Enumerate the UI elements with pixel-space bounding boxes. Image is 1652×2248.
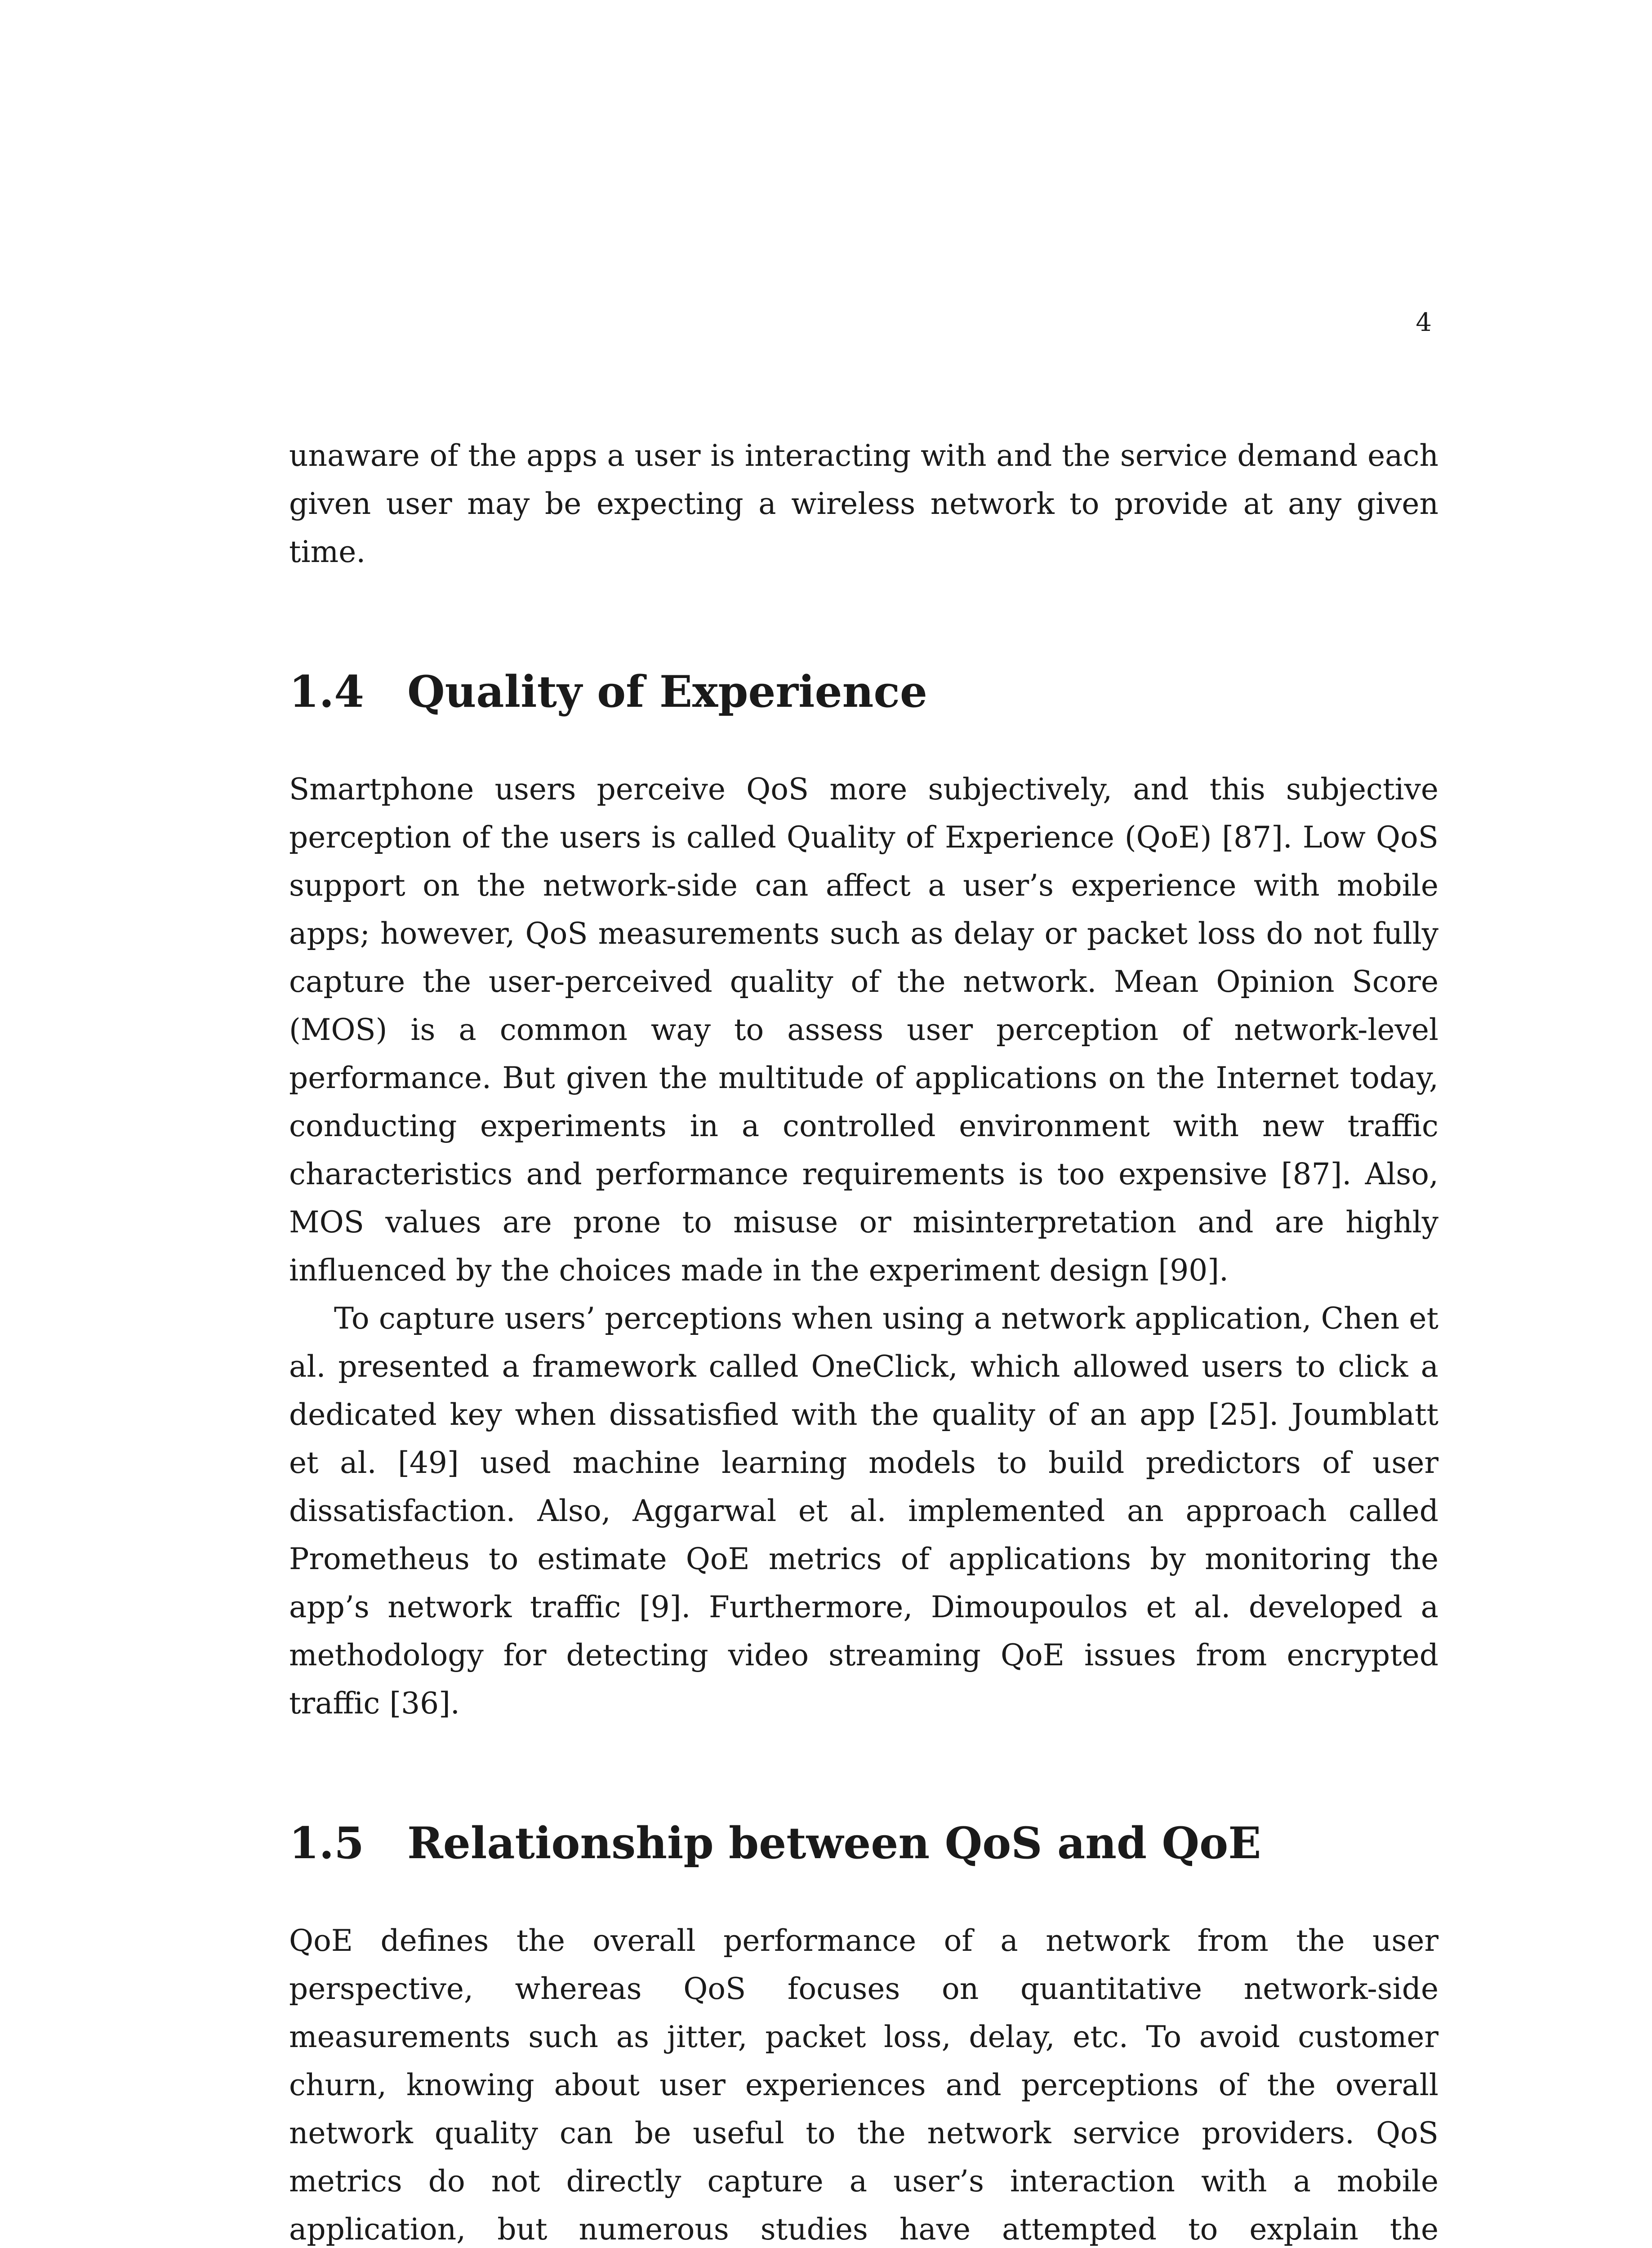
intro-paragraph: unaware of the apps a user is interacting with and the service demand each given user may be expecting a wireless network to provide at any given time. bbox=[289, 438, 1438, 569]
qoe-paragraph-1: Smartphone users perceive QoS more subjectively, and this subjective perception of the users is called Quality of Experience (QoE) [87]. Low QoS support on the network-side can affect a user’s experience with mobile apps; however, QoS measurements such as delay or packet loss do not fully capture the user-perceived quality of the network. Mean Opinion Score (MOS) is a common way to assess user perception of network-level performance. But given the multitude of applications on the Internet today, conducting experiments in a controlled environment with new traffic characteristics and performance requirements is too expensive [87]. Also, MOS values are prone to misuse or misinterpretation and are highly influenced by the choices made in the experiment design [90]. bbox=[289, 772, 1438, 1288]
section-heading-quality-of-experience bbox=[289, 665, 1438, 719]
section-number: 1.4 bbox=[289, 666, 365, 717]
section-title: Quality of Experience bbox=[407, 666, 927, 717]
relationship-paragraph-1: QoE defines the overall performance of a network from the user perspective, whereas QoS focuses on quantitative network-side measurements such as jitter, packet loss, delay, etc. To avoid customer churn, knowing about user experiences and perceptions of the overall network quality can be useful to the network service providers. QoS metrics do not directly capture a user’s interaction with a mobile application, but numerous studies have attempted to explain the bbox=[289, 1923, 1438, 2247]
section-heading-relationship-qos-qoe bbox=[289, 1816, 1438, 1870]
section-title: Relationship between QoS and QoE bbox=[407, 1818, 1261, 1869]
page-content bbox=[289, 432, 1438, 2248]
page-number: 4 bbox=[1416, 308, 1432, 337]
section-number: 1.5 bbox=[289, 1818, 365, 1869]
qoe-paragraph-2: To capture users’ perceptions when using a network application, Chen et al. presented a framework called OneClick, which allowed users to click a dedicated key when dissatisfied with the quality of an app [25]. Joumblatt et al. [49] used machine learning models to build predictors of user dissatisfaction. Also, Aggarwal et al. implemented an approach called Prometheus to estimate QoE metrics of applications by monitoring the app’s network traffic [9]. Furthermore, Dimoupoulos et al. developed a methodology for detecting video streaming QoE issues from encrypted traffic [36]. bbox=[289, 1301, 1438, 1721]
